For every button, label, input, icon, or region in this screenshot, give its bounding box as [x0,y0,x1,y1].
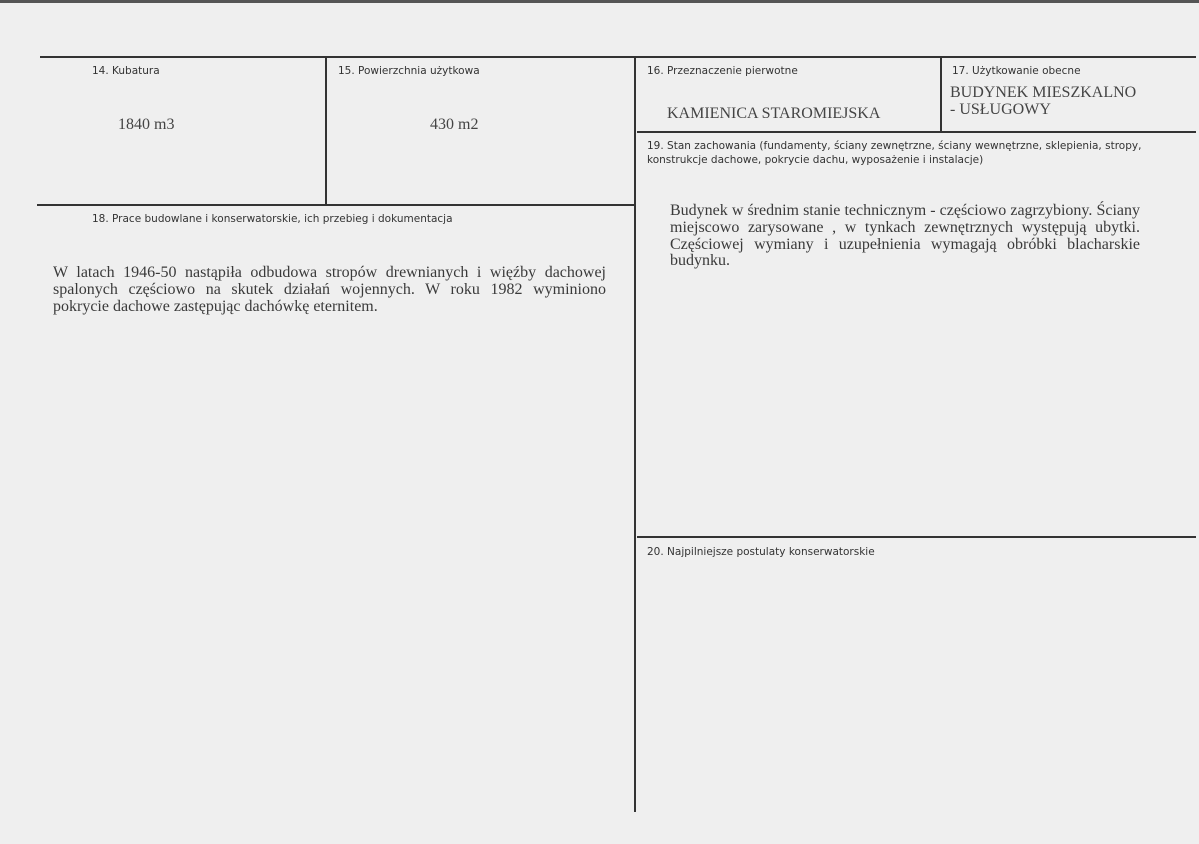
field-15-value: 430 m2 [430,116,479,133]
field-20-label: 20. Najpilniejsze postulaty konserwatorskie [647,546,875,558]
field-14-value: 1840 m3 [118,116,175,133]
field-17-label: 17. Użytkowanie obecne [952,65,1081,77]
center-divider [634,56,636,812]
field-16-value: KAMIENICA STAROMIEJSKA [667,105,881,122]
field-14-label: 14. Kubatura [92,65,160,77]
top-rule [40,56,1196,58]
field-19-text: Budynek w średnim stanie technicznym - częściowo zagrzybiony. Ściany miejscowo zarysowane , w tynkach zewnętrznych występują ubytki. Częściowej wymiany i uzupełnienia wymagają obróbki blacharskie budynku. [670,202,1140,270]
row1-right-rule [637,131,1196,133]
scan-top-edge [0,0,1199,3]
row3-right-rule [637,536,1196,538]
field-19-label: 19. Stan zachowania (fundamenty, ściany zewnętrzne, ściany wewnętrzne, sklepienia, stropy, konstrukcje dachowe, pokrycie dachu, wyposażenie i instalacje) [647,140,1142,166]
field-15-label: 15. Powierzchnia użytkowa [338,65,480,77]
mid-left-rule [37,204,635,206]
field-16-label: 16. Przeznaczenie pierwotne [647,65,798,77]
divider-14-15 [325,56,327,205]
field-18-text: W latach 1946-50 nastąpiła odbudowa stropów drewnianych i więźby dachowej spalonych częściowo na skutek działań wojennych. W roku 1982 wyminiono pokrycie dachowe zastępując dachówkę eternitem. [53,264,606,315]
field-17-value-line1: BUDYNEK MIESZKALNO [950,84,1137,101]
field-17-value-line2: - USŁUGOWY [950,101,1051,118]
divider-16-17 [940,56,942,132]
field-18-label: 18. Prace budowlane i konserwatorskie, ich przebieg i dokumentacja [92,213,453,225]
